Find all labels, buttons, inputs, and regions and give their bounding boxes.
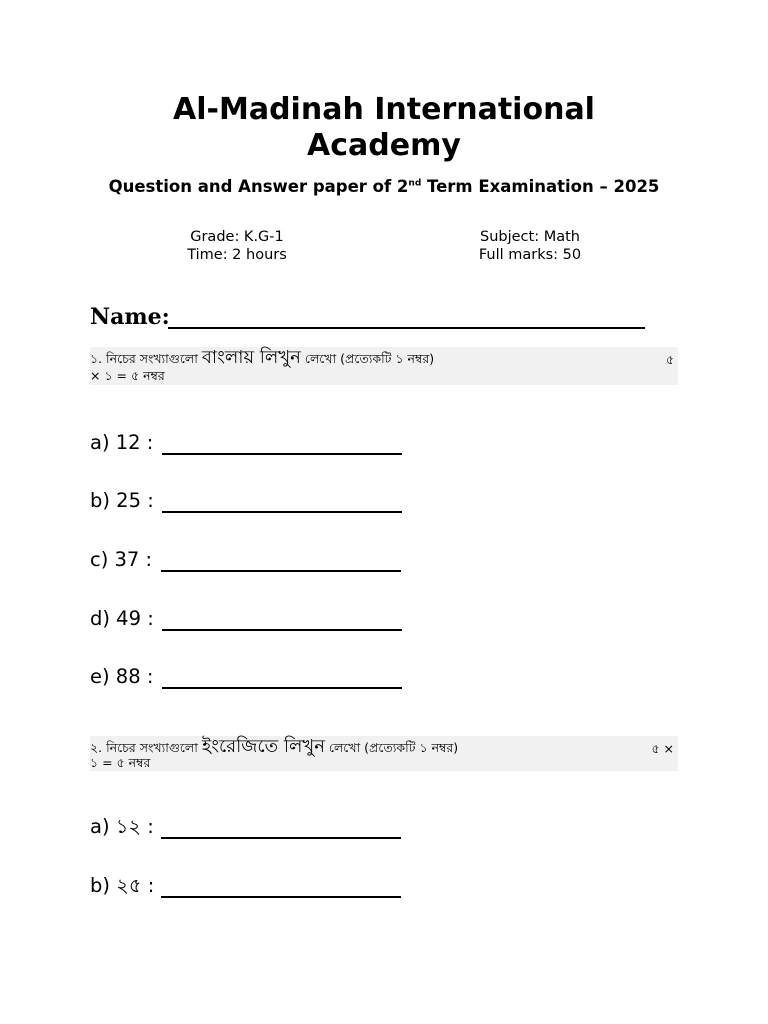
section-1-instructions xyxy=(90,347,678,385)
name-label: Name: xyxy=(90,304,170,330)
section-1-marks-right: ৫ xyxy=(665,352,674,367)
answer-label-2a: a) ১২ : xyxy=(90,815,154,838)
section-1-heading-a: ১. নিচের সংখ্যাগুলো xyxy=(90,351,202,366)
section-2-heading-emphasis: ইংরেজিতে লিখুন xyxy=(201,736,325,757)
answer-line-1a[interactable] xyxy=(162,453,402,455)
exam-title xyxy=(104,176,664,197)
time-text: Time: 2 hours xyxy=(187,247,287,263)
section-1-marks-line: × ১ = ৫ নম্বর xyxy=(90,368,165,383)
answer-label-1a: a) 12 : xyxy=(90,431,154,454)
section-2-heading-b: লেখো (প্রত্যেকটি ১ নম্বর) xyxy=(324,740,459,755)
section-1-heading-b: লেখো (প্রত্যেকটি ১ নম্বর) xyxy=(300,351,435,366)
answer-label-2b: b) ২৫ : xyxy=(90,874,155,897)
answer-line-1c[interactable] xyxy=(161,570,401,572)
full-marks-text: Full marks: 50 xyxy=(478,247,582,263)
meta-left xyxy=(147,228,327,264)
school-name: Al-Madinah International Academy xyxy=(173,92,595,163)
answer-label-1e: e) 88 : xyxy=(90,665,154,688)
answer-line-1b[interactable] xyxy=(162,511,402,513)
name-field-line[interactable] xyxy=(168,327,645,329)
meta-right xyxy=(440,228,620,264)
answer-line-1d[interactable] xyxy=(162,629,402,631)
section-2-marks-line: ১ = ৫ নম্বর xyxy=(90,755,151,770)
section-2-instructions xyxy=(90,736,678,771)
answer-label-1c: c) 37 : xyxy=(90,548,153,571)
answer-line-2a[interactable] xyxy=(161,837,401,839)
answer-line-1e[interactable] xyxy=(162,687,402,689)
answer-label-1b: b) 25 : xyxy=(90,489,154,512)
section-2-marks-right: ৫ × xyxy=(651,741,674,756)
subject-text: Subject: Math xyxy=(480,229,580,245)
section-2-heading-a: ২. নিচের সংখ্যাগুলো xyxy=(90,740,202,755)
answer-line-2b[interactable] xyxy=(161,896,401,898)
exam-title-prefix: Question and Answer paper of 2 xyxy=(108,177,409,196)
exam-title-ordinal: nd xyxy=(408,178,422,189)
grade-text: Grade: K.G-1 xyxy=(190,229,284,245)
section-1-heading-emphasis: বাংলায় লিখুন xyxy=(201,347,301,368)
exam-title-suffix: Term Examination – 2025 xyxy=(421,177,660,196)
answer-label-1d: d) 49 : xyxy=(90,607,154,630)
section-1-heading xyxy=(90,349,434,367)
